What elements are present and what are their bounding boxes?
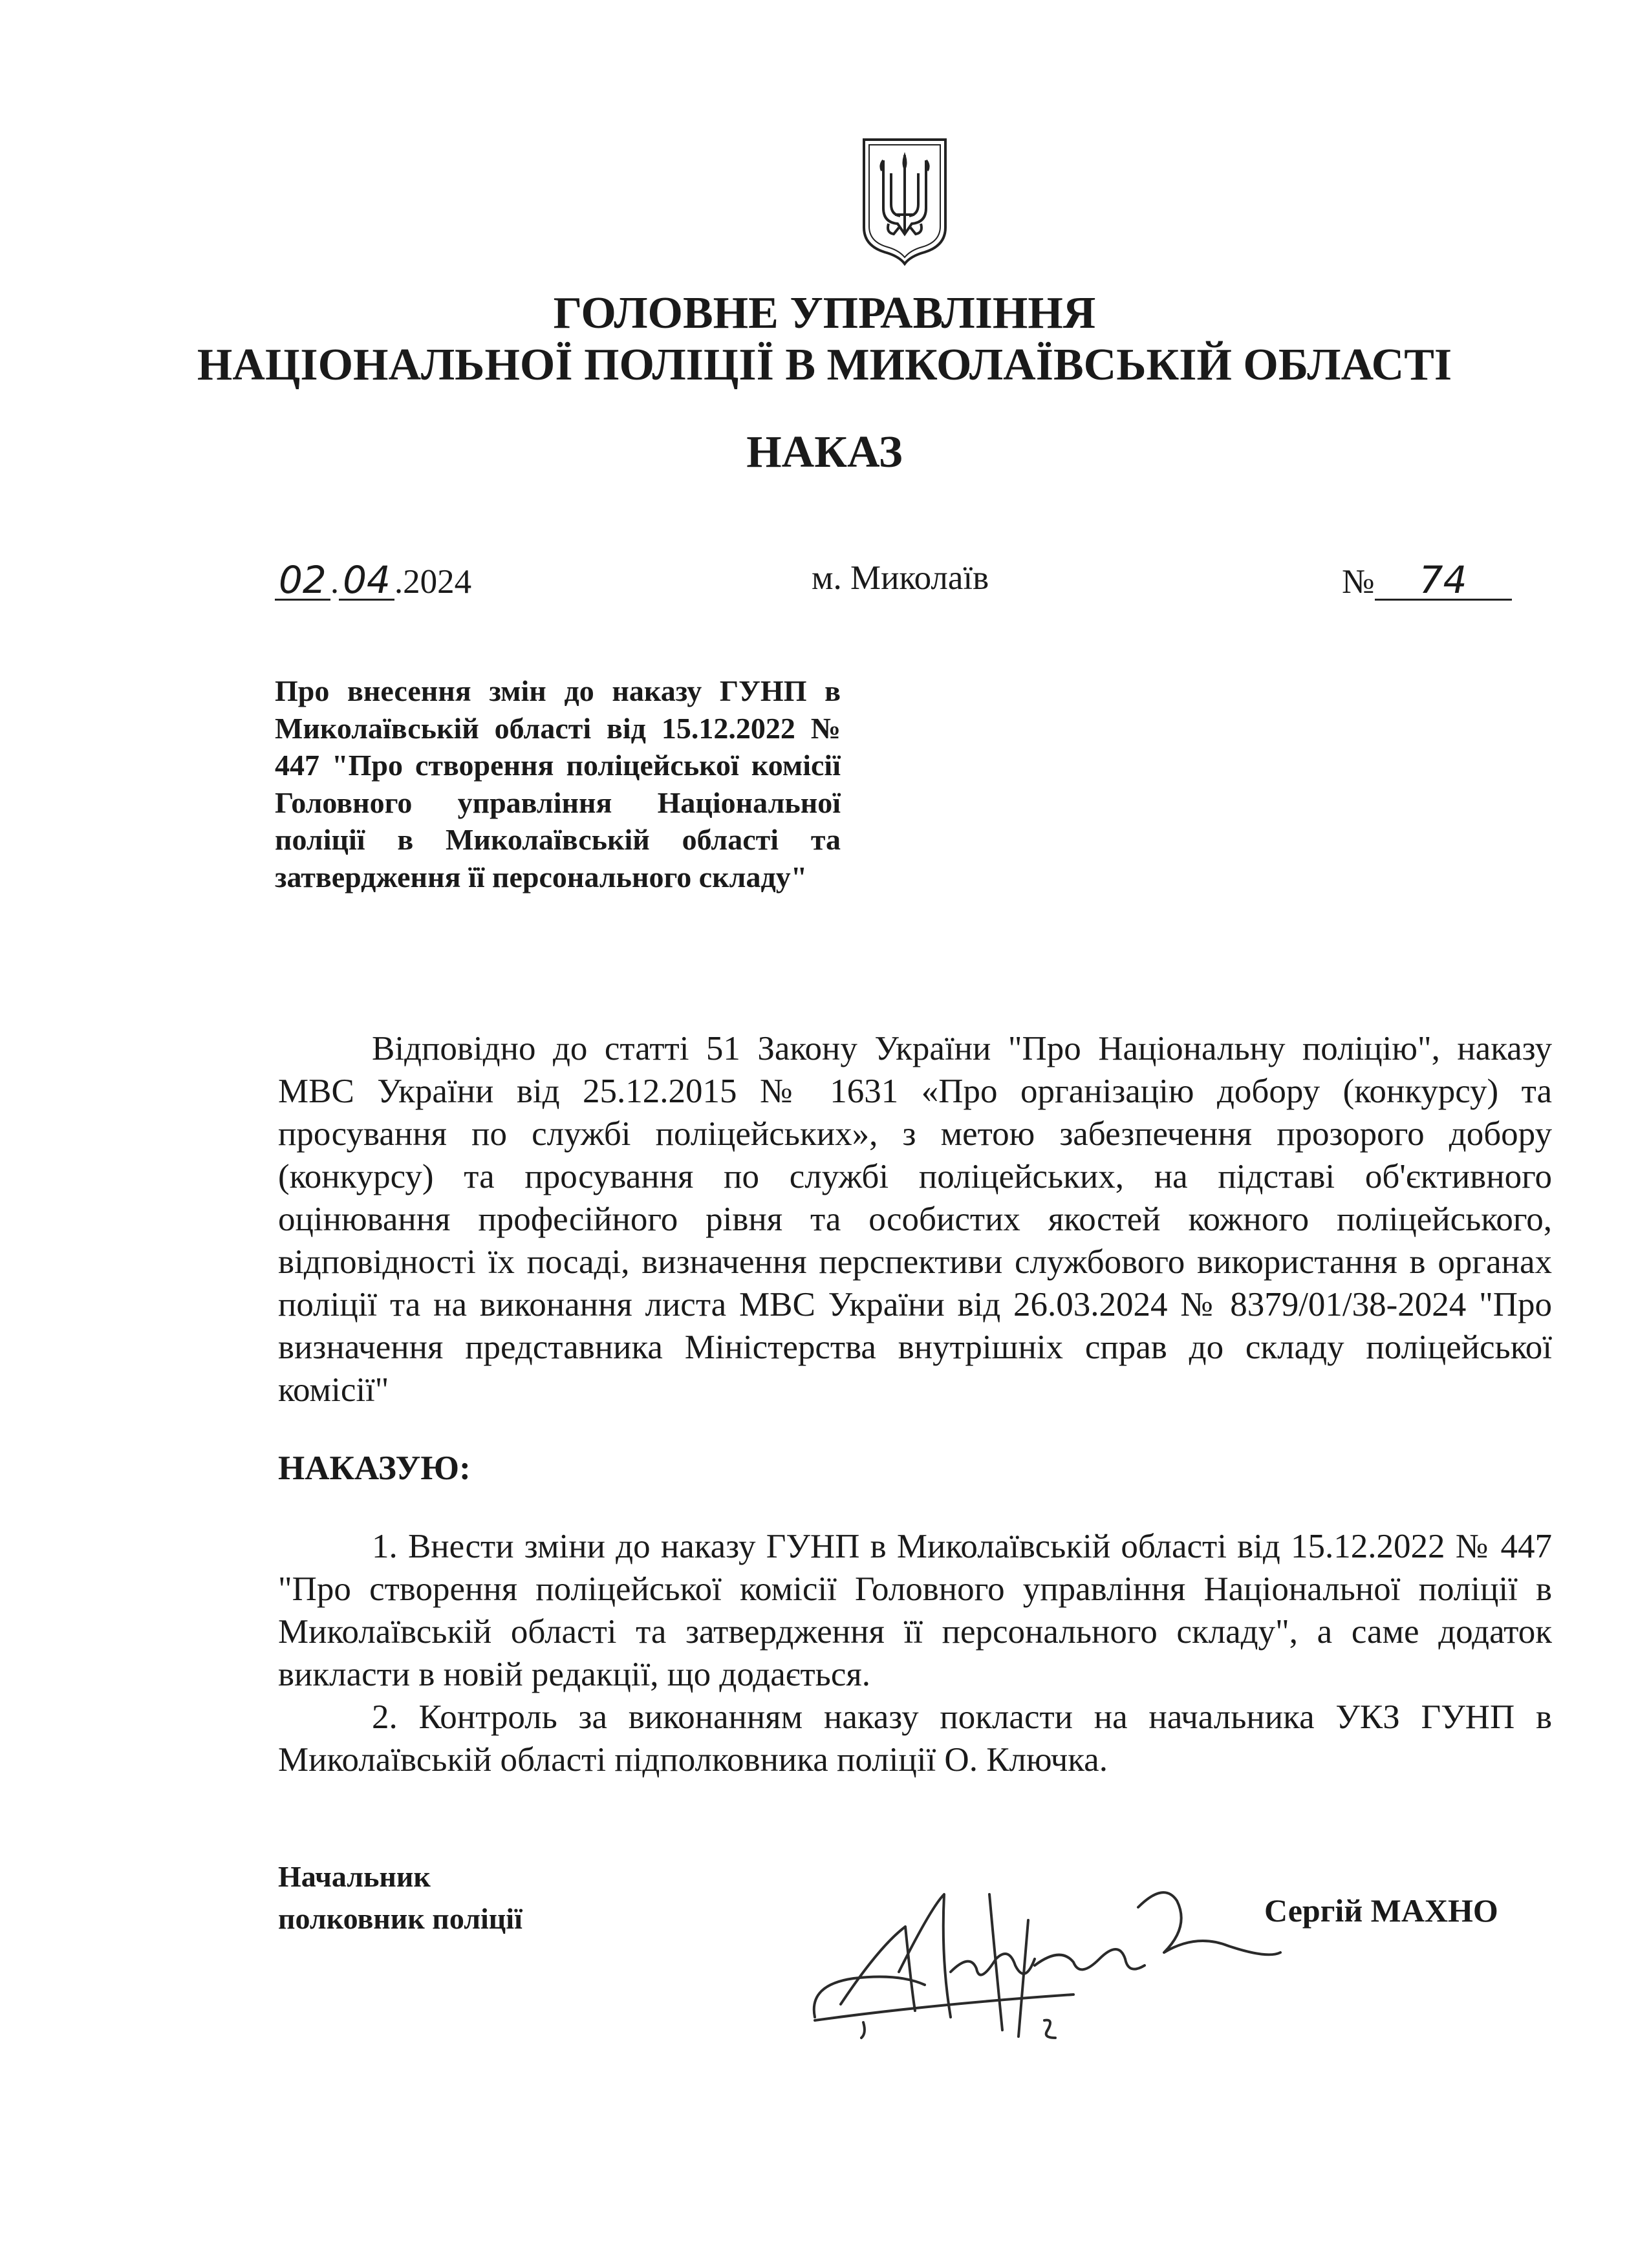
signer-title: Начальник: [278, 1860, 431, 1893]
tryzub-icon: [860, 137, 949, 266]
number-prefix: №: [1342, 563, 1375, 601]
handwritten-signature: [802, 1856, 1293, 2043]
order-heading: НАКАЗУЮ:: [278, 1450, 471, 1487]
org-name-line-2: НАЦІОНАЛЬНОЇ ПОЛІЦІЇ В МИКОЛАЇВСЬКІЙ ОБЛАСТІ: [197, 340, 1452, 390]
date-month: 04: [339, 561, 394, 601]
date-day: 02: [275, 561, 330, 601]
document-place: м. Миколаїв: [812, 559, 989, 597]
order-items: [278, 1526, 1552, 1782]
document-number: [1342, 558, 1512, 602]
order-item-1: 1. Внести зміни до наказу ГУНП в Миколаївській області від 15.12.2022 № 447 "Про створення поліцейської комісії Головного управління Національної поліції в Миколаївській області та затвердження її персонального складу", а саме додаток викласти в новій редакції, що додається.: [278, 1528, 1552, 1693]
date-separator: .: [330, 563, 339, 601]
order-item-2: 2. Контроль за виконанням наказу покласти на начальника УКЗ ГУНП в Миколаївській області підполковника поліції О. Ключка.: [278, 1698, 1552, 1779]
org-name-line-1: ГОЛОВНЕ УПРАВЛІННЯ: [553, 288, 1096, 338]
number-value: 74: [1375, 561, 1512, 601]
document-subject: Про внесення змін до наказу ГУНП в Миколаївській області від 15.12.2022 № 447 "Про створення поліцейської комісії Головного управління Національної поліції в Миколаївській області та затвердження її персонального складу": [275, 674, 841, 893]
preamble-paragraph: Відповідно до статті 51 Закону України "Про Національну поліцію", наказу МВС України від 25.12.2015 № 1631 «Про організацію добору (конкурсу) та просування по службі поліцейських», з метою забезпечення прозорого добору (конкурсу) та просування по службі поліцейських, на підставі об'єктивного оцінювання професійного рівня та особистих якостей кожного поліцейського, відповідності їх посаді, визначення перспективи службового використання в органах поліції та на виконання листа МВС України від 26.03.2024 № 8379/01/38-2024 "Про визначення представника Міністерства внутрішніх справ до складу поліцейської комісії": [278, 1030, 1552, 1409]
document-date: [275, 558, 472, 602]
date-year: .2024: [394, 563, 472, 601]
signer-rank: полковник поліції: [278, 1902, 523, 1935]
signer-name: Сергій МАХНО: [1264, 1892, 1498, 1929]
document-type: НАКАЗ: [746, 427, 903, 477]
